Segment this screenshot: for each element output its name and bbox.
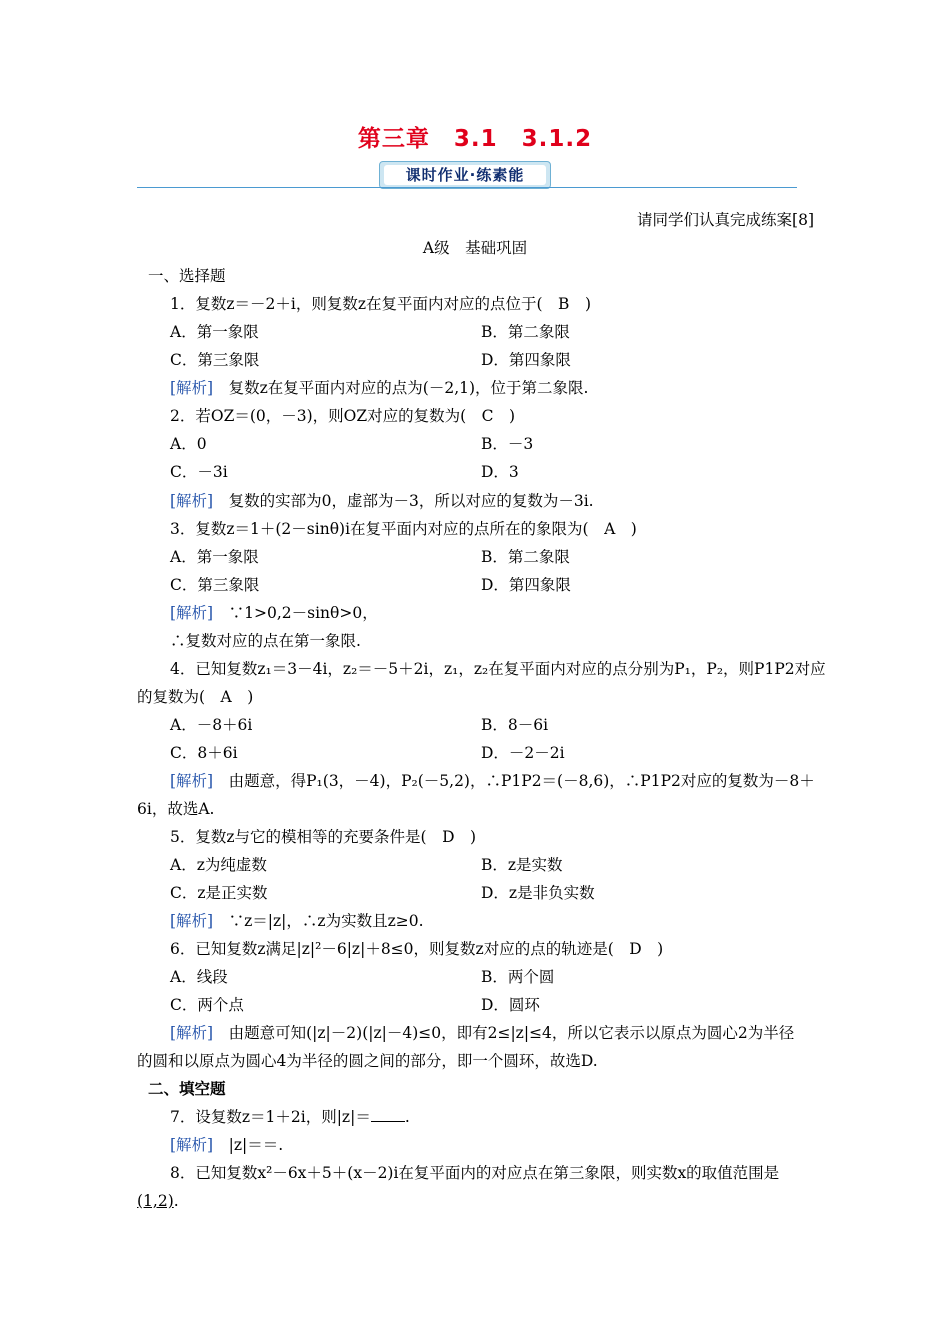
q1-analysis bbox=[170, 378, 588, 398]
q6-analysis bbox=[170, 1023, 794, 1043]
q5-option-b: B．z是实数 bbox=[481, 856, 563, 874]
q5-option-d: D．z是非负实数 bbox=[481, 884, 595, 902]
q3-analysis-text: ∵1>0,2－sinθ>0， bbox=[228, 604, 378, 622]
q2-analysis-text: 复数的实部为0，虚部为－3，所以对应的复数为－3i. bbox=[228, 492, 594, 510]
q3-option-b: B．第二象限 bbox=[481, 548, 570, 566]
question-8-end: . bbox=[173, 1192, 179, 1210]
q6-option-b: B．两个圆 bbox=[481, 968, 555, 986]
answer-blank bbox=[371, 1107, 405, 1122]
q6-analysis-cont: 的圆和以原点为圆心4为半径的圆之间的部分，即一个圆环，故选D. bbox=[137, 1052, 598, 1070]
question-8 bbox=[170, 1163, 779, 1183]
analysis-label: [解析] bbox=[170, 772, 214, 790]
question-6: 6．已知复数z满足|z|²－6|z|＋8≤0，则复数z对应的点的轨迹是( D ) bbox=[170, 940, 664, 958]
q2-option-d: D．3 bbox=[481, 463, 519, 481]
q8-answer: (1,2) bbox=[137, 1192, 174, 1210]
q3-analysis-conclusion: ∴复数对应的点在第一象限. bbox=[170, 632, 361, 650]
analysis-label: [解析] bbox=[170, 379, 214, 397]
q4-analysis bbox=[170, 771, 815, 791]
q6-option-a: A．线段 bbox=[170, 968, 228, 986]
q5-analysis-text: ∵z＝|z|，∴z为实数且z≥0. bbox=[228, 912, 424, 930]
q2-option-b: B．－3 bbox=[481, 435, 534, 453]
q4-option-b: B．8－6i bbox=[481, 716, 549, 734]
q7-analysis-text: |z|＝＝. bbox=[228, 1136, 284, 1154]
question-1: 1．复数z＝－2＋i，则复数z在复平面内对应的点位于( B ) bbox=[170, 295, 591, 313]
q4-analysis-cont: 6i，故选A. bbox=[137, 800, 215, 818]
q1-option-d: D．第四象限 bbox=[481, 351, 571, 369]
q1-analysis-text: 复数z在复平面内对应的点为(－2,1)，位于第二象限. bbox=[228, 379, 589, 397]
question-4-cont: 的复数为( A ) bbox=[137, 688, 254, 706]
analysis-label: [解析] bbox=[170, 1136, 214, 1154]
analysis-label: [解析] bbox=[170, 912, 214, 930]
section-choice-heading: 一、选择题 bbox=[148, 267, 226, 285]
section-badge-label: 课时作业·练素能 bbox=[384, 165, 546, 185]
section-fill-heading: 二、填空题 bbox=[148, 1079, 226, 1098]
q4-option-d: D．－2－2i bbox=[481, 744, 565, 762]
q7-analysis bbox=[170, 1135, 283, 1155]
analysis-label: [解析] bbox=[170, 604, 214, 622]
q4-option-c: C．8＋6i bbox=[170, 744, 238, 762]
question-4: 4．已知复数z₁＝3－4i，z₂＝－5＋2i，z₁，z₂在复平面内对应的点分别为P₁，P₂，则P1P2对应 bbox=[170, 660, 826, 678]
chapter-title: 第三章 3.1 3.1.2 bbox=[357, 126, 593, 152]
q2-option-a: A．0 bbox=[170, 435, 207, 453]
question-5: 5．复数z与它的模相等的充要条件是( D ) bbox=[170, 828, 477, 846]
q1-option-c: C．第三象限 bbox=[170, 351, 260, 369]
q4-analysis-text: 由题意，得P₁(3，－4)，P₂(－5,2)，∴P1P2＝(－8,6)，∴P1P2对应的复数为－8＋ bbox=[228, 772, 815, 790]
q2-analysis bbox=[170, 491, 594, 511]
analysis-label: [解析] bbox=[170, 1024, 214, 1042]
q5-analysis bbox=[170, 911, 424, 931]
reference-note: 请同学们认真完成练案[8] bbox=[637, 211, 814, 229]
q3-option-c: C．第三象限 bbox=[170, 576, 260, 594]
question-8-text: 8．已知复数x²－6x＋5＋(x－2)i在复平面内的对应点在第三象限，则实数x的取值范围是 bbox=[170, 1164, 780, 1182]
section-badge bbox=[379, 161, 551, 189]
q3-analysis bbox=[170, 603, 378, 623]
q6-option-d: D．圆环 bbox=[481, 996, 540, 1014]
q5-option-a: A．z为纯虚数 bbox=[170, 856, 267, 874]
analysis-label: [解析] bbox=[170, 492, 214, 510]
q1-option-b: B．第二象限 bbox=[481, 323, 570, 341]
q1-option-a: A．第一象限 bbox=[170, 323, 259, 341]
question-8-answer-line bbox=[137, 1191, 179, 1211]
level-heading: A级 基础巩固 bbox=[422, 239, 528, 257]
question-2: 2．若OZ＝(0，－3)，则OZ对应的复数为( C ) bbox=[170, 407, 516, 425]
q3-option-a: A．第一象限 bbox=[170, 548, 259, 566]
question-7-end: . bbox=[404, 1108, 410, 1126]
question-7 bbox=[170, 1107, 410, 1127]
q3-option-d: D．第四象限 bbox=[481, 576, 571, 594]
q2-option-c: C．－3i bbox=[170, 463, 228, 481]
question-3: 3．复数z＝1＋(2－sinθ)i在复平面内对应的点所在的象限为( A ) bbox=[170, 520, 637, 538]
q6-analysis-text: 由题意可知(|z|－2)(|z|－4)≤0，即有2≤|z|≤4，所以它表示以原点为圆心2为半径 bbox=[228, 1024, 795, 1042]
header-divider bbox=[137, 187, 797, 188]
q5-option-c: C．z是正实数 bbox=[170, 884, 268, 902]
q4-option-a: A．－8＋6i bbox=[170, 716, 253, 734]
question-7-text: 7．设复数z＝1＋2i，则|z|＝ bbox=[170, 1108, 371, 1126]
q6-option-c: C．两个点 bbox=[170, 996, 244, 1014]
